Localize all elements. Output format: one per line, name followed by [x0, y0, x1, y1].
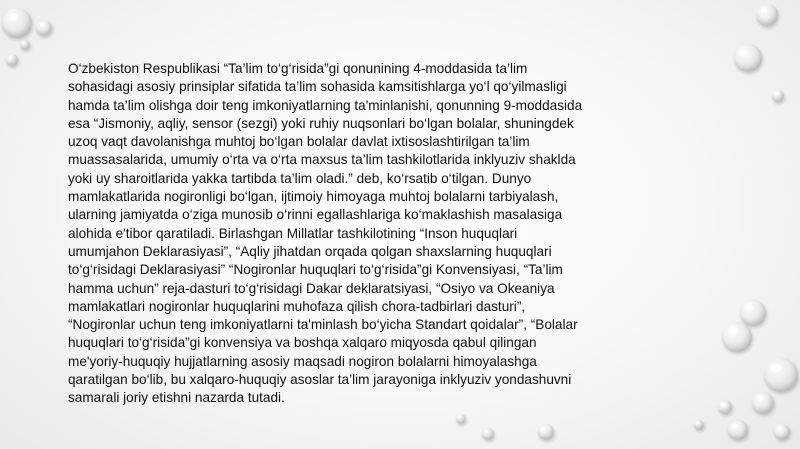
water-drop-decoration [6, 54, 18, 66]
water-drop-decoration [20, 40, 30, 50]
water-drop-decoration [2, 8, 32, 38]
water-drop-decoration [772, 90, 784, 102]
water-drop-decoration [728, 420, 748, 440]
water-drop-decoration [36, 20, 52, 36]
water-drop-decoration [456, 414, 466, 424]
water-drop-decoration [538, 424, 554, 440]
water-drop-decoration [764, 358, 798, 392]
body-paragraph: O‘zbekiston Respublikasi “Ta’lim to‘g‘risida”gi qonunining 4-moddasida ta’lim sohasidagi asosiy prinsiplar sifatida ta’lim sohasida kamsitishlarga yo‘l qo‘yilmasligi hamda ta’lim olishga doir teng imkoniyatlarning ta'minlanishi, qonunning 9-moddasida esa “Jismoniy, aqliy, sensor (sezgi) yoki ruhiy nuqsonlari bo‘lgan bolalar, shuningdek uzoq vaqt davolanishga muhtoj bo‘lgan bolalar davlat ixtisoslashtirilgan ta’lim muassasalarida, umumiy o‘rta va o‘rta maxsus ta’lim tashkilotlarida inklyuziv shaklda yoki uy sharoitlarida yakka tartibda ta’lim oladi.” deb, ko‘rsatib o‘tilgan. Dunyo mamlakatlarida nogironligi bo‘lgan, ijtimoiy himoyaga muhtoj bolalarni tarbiyalash, ularning jamiyatda o‘ziga munosib o‘rinni egallashlariga ko‘maklashish masalasiga alohida e'tibor qaratiladi. Birlashgan Millatlar tashkilotining “Inson huquqlari umumjahon Deklarasiyasi”, “Aqliy jihatdan orqada qolgan shaxslarning huquqlari to‘g‘risidagi Deklarasiyasi” “Nogironlar huquqlari to‘g‘risida”gi Konvensiyasi, “Ta’lim hamma uchun” reja-dasturi to‘g‘risidagi Dakar deklaratsiyasi, “Osiyo va Okeaniya mamlakatlari nogironlar huquqlarini muhofaza qilish chora-tadbirlari dasturi”, “Nogironlar uchun teng imkoniyatlarni ta'minlash bo‘yicha Standart qoidalar”, “Bolalar huquqlari to‘g‘risida”gi konvensiya va boshqa xalqaro miqyosda qabul qilingan me'yoriy-huquqiy hujjatlarning asosiy maqsadi nogiron bolalarni himoyalashga qaratilgan bo‘lib, bu xalqaro-huquqiy asoslar ta’lim jarayoniga inklyuziv yondashuvni samarali joriy etishni nazarda tutadi. [68, 61, 583, 406]
water-drop-decoration [756, 4, 778, 26]
water-drop-decoration [482, 428, 494, 440]
water-drop-decoration [774, 424, 790, 440]
water-drop-decoration [694, 420, 704, 430]
